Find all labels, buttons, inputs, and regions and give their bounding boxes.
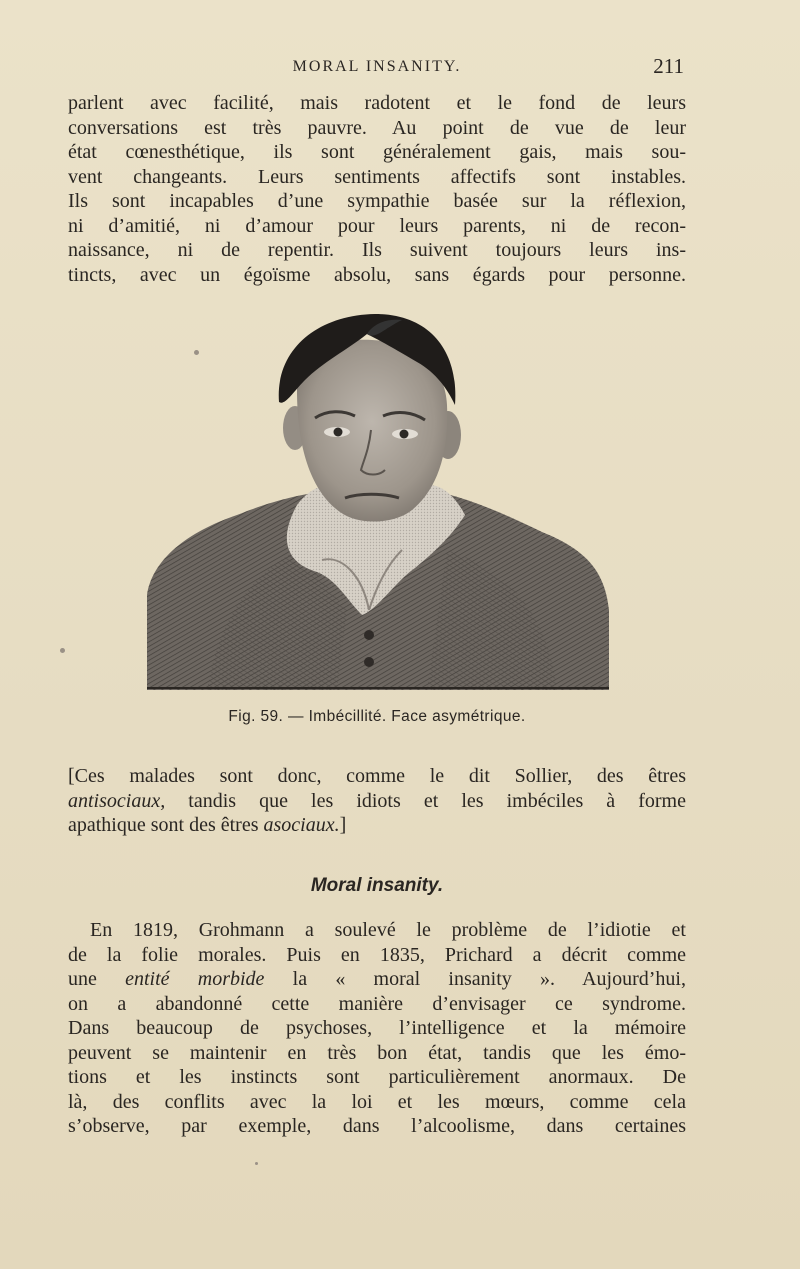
text-line: peuvent se maintenir en très bon état, tandis que les émo-: [68, 1041, 686, 1064]
text-line: [68, 813, 686, 838]
text-line: En 1819, Grohmann a soulevé le problème de l’idiotie et: [90, 919, 686, 941]
paper-speck: [194, 350, 199, 355]
text-line: [68, 967, 686, 992]
text-line: [68, 789, 686, 814]
text-line: vent changeants. Leurs sentiments affectifs sont instables.: [68, 165, 686, 188]
italic-term: asociaux.: [263, 814, 340, 836]
paper-speck: [60, 648, 65, 653]
text-line: on a abandonné cette manière d’envisager ce syndrome.: [68, 992, 686, 1015]
italic-term: entité morbide: [125, 968, 265, 990]
text-line: [Ces malades sont donc, comme le dit Sollier, des êtres: [68, 765, 686, 787]
text-run: ]: [339, 814, 347, 836]
running-header: [68, 56, 686, 82]
paragraph-2: [68, 764, 686, 838]
text-line: ni d’amitié, ni d’amour pour leurs parents, ni de recon-: [68, 214, 686, 237]
text-run: tandis que les idiots et les imbéciles à forme: [165, 789, 686, 812]
text-line: tincts, avec un égoïsme absolu, sans égards pour personne.: [68, 263, 686, 286]
running-title: MORAL INSANITY.: [292, 58, 462, 75]
portrait-figure: [147, 310, 609, 690]
text-line: Dans beaucoup de psychoses, l’intelligence et la mémoire: [68, 1017, 686, 1039]
text-line: état cœnesthétique, ils sont généralement gais, mais sou-: [68, 141, 686, 163]
text-line: conversations est très pauvre. Au point de vue de leur: [68, 116, 686, 139]
section-heading: Moral insanity.: [310, 875, 444, 896]
text-run: la « moral insanity ». Aujourd’hui,: [264, 968, 686, 990]
text-line: parlent avec facilité, mais radotent et le fond de leurs: [68, 92, 686, 114]
italic-term: antisociaux,: [68, 789, 166, 812]
text-line: naissance, ni de repentir. Ils suivent toujours leurs ins-: [68, 239, 686, 261]
paper-speck: [255, 1162, 258, 1165]
portrait-engraving: [147, 310, 609, 690]
paragraph-3: [68, 918, 686, 1139]
figure-caption: Fig. 59. — Imbécillité. Face asymétrique.: [228, 708, 526, 725]
text-line: Ils sont incapables d’une sympathie basée sur la réflexion,: [68, 190, 686, 212]
text-line: là, des conflits avec la loi et les mœurs, comme cela: [68, 1090, 686, 1113]
paragraph-1: [68, 91, 686, 287]
page-number: 211: [653, 54, 684, 78]
text-line: tions et les instincts sont particulièrement anormaux. De: [68, 1066, 686, 1088]
text-line: s’observe, par exemple, dans l’alcoolisme, dans certaines: [68, 1115, 686, 1137]
text-line: de la folie morales. Puis en 1835, Prichard a décrit comme: [68, 943, 686, 966]
text-run: apathique sont des êtres: [68, 814, 264, 836]
text-run: une: [68, 968, 126, 990]
